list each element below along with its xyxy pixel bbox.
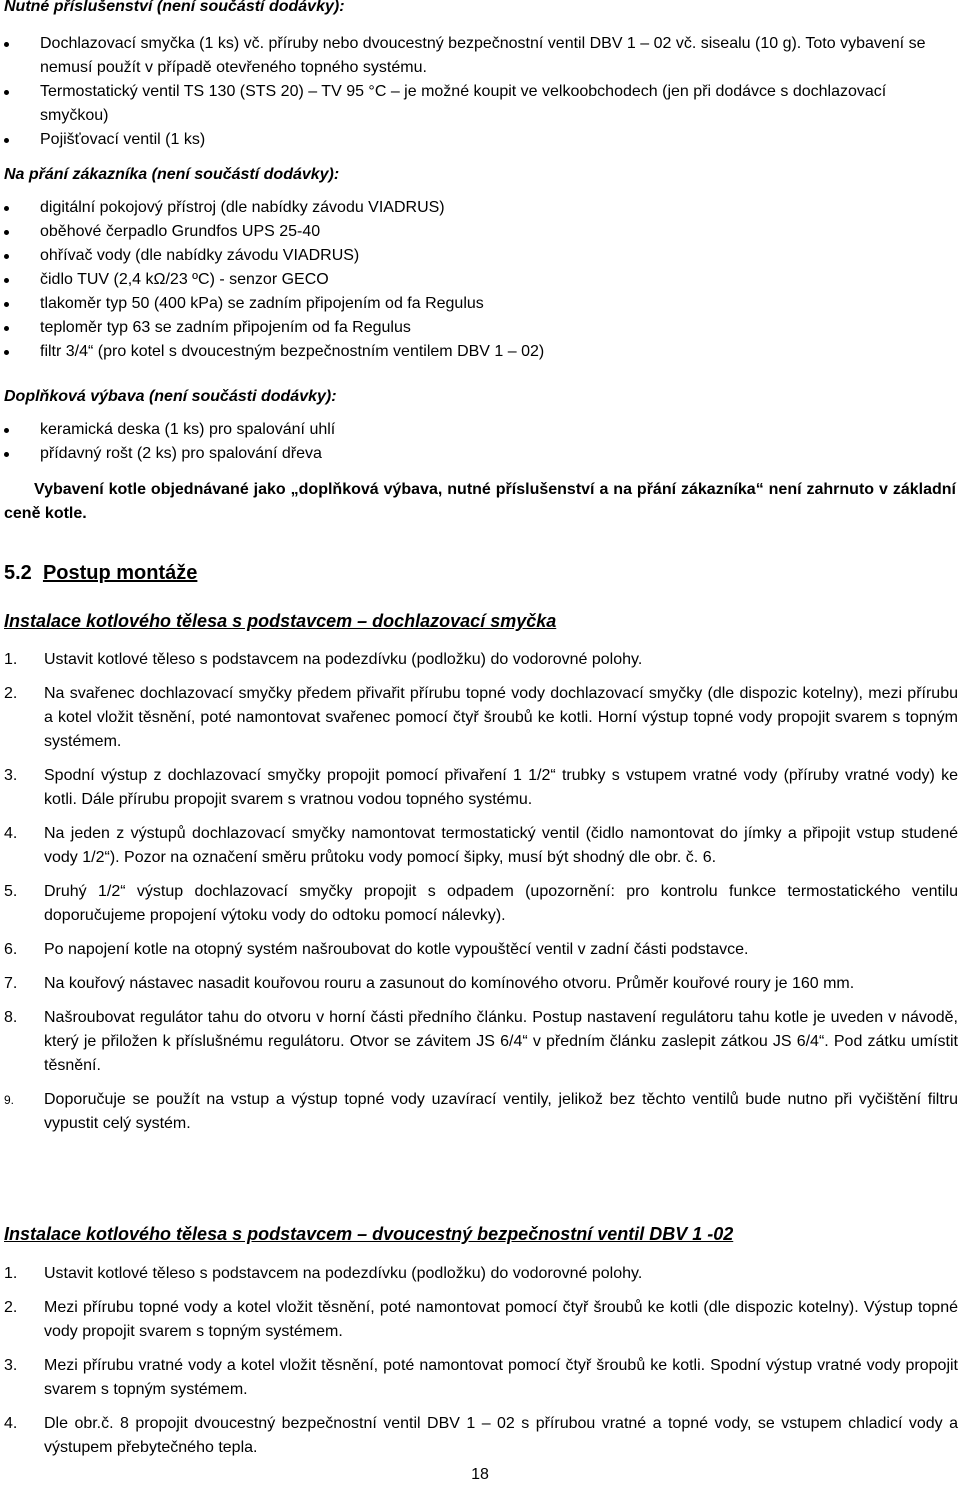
install-dbv-steps — [0, 1262, 960, 1460]
accessories-heading: Nutné příslušenství (není součástí dodávky): — [4, 0, 345, 15]
list-item: oběhové čerpadlo Grundfos UPS 25-40 — [0, 220, 960, 244]
chapter-number: 5.2 — [4, 562, 32, 584]
bullet-icon — [4, 326, 9, 331]
list-item: Pojišťovací ventil (1 ks) — [0, 128, 960, 152]
list-item: keramická deska (1 ks) pro spalování uhlí — [0, 418, 960, 442]
list-item: 2. Mezi přírubu topné vody a kotel vložit těsnění, poté namontovat pomocí čtyř šroubů ke kotli (dle dispozic kotelny). Výstup topné vody propojit svarem s topným systémem. — [4, 1299, 958, 1340]
page-number: 18 — [471, 1466, 489, 1483]
optional-equipment-list — [0, 418, 960, 466]
list-item: digitální pokojový přístroj (dle nabídky závodu VIADRUS) — [0, 196, 960, 220]
bullet-icon — [4, 42, 9, 47]
list-item: čidlo TUV (2,4 kΩ/23 ºC) - senzor GECO — [0, 268, 960, 292]
install-dbv-heading: Instalace kotlového tělesa s podstavcem – dvoucestný bezpečnostní ventil DBV 1 -02 — [4, 1224, 734, 1244]
bullet-icon — [4, 278, 9, 283]
list-item: teploměr typ 63 se zadním připojením od fa Regulus — [0, 316, 960, 340]
customer-heading: Na přání zákazníka (není součástí dodávky): — [4, 166, 340, 183]
list-item: 9. Doporučuje se použít na vstup a výstup topné vody uzavírací ventily, jelikož bez těchto ventilů bude nutno při vyčištění filtru vypustit celý systém. — [4, 1091, 958, 1132]
list-item: 8. Našroubovat regulátor tahu do otvoru v horní části předního článku. Postup nastavení regulátoru tahu kotle je uveden v návodě, který je přiložen k příslušnému regulátoru. Otvor se závitem JS 6/4“ v předním článku zaslepit zátkou JS 6/4“. Pod zátku umístit těsnění. — [4, 1009, 958, 1074]
bullet-icon — [4, 138, 9, 143]
accessories-list — [0, 32, 960, 152]
list-item: ohřívač vody (dle nabídky závodu VIADRUS) — [0, 244, 960, 268]
install-loop-heading: Instalace kotlového tělesa s podstavcem – dochlazovací smyčka — [4, 611, 557, 631]
bullet-icon — [4, 350, 9, 355]
chapter-title-text: Postup montáže — [42, 562, 198, 584]
list-item: tlakoměr typ 50 (400 kPa) se zadním připojením od fa Regulus — [0, 292, 960, 316]
equipment-notice: Vybavení kotle objednávané jako „doplňková výbava, nutné příslušenství a na přání zákazníka“ není zahrnuto v základní ceně kotle. — [4, 481, 956, 522]
bullet-icon — [4, 302, 9, 307]
bullet-icon — [4, 230, 9, 235]
chapter-title — [4, 562, 197, 585]
install-loop-steps — [0, 648, 960, 1136]
list-item: přídavný rošt (2 ks) pro spalování dřeva — [0, 442, 960, 466]
list-item: 2. Na svařenec dochlazovací smyčky předem přivařit přírubu topné vody dochlazovací smyčky (dle dispozic kotelny), mezi přírubu a kotel vložit těsnění, poté namontovat svařenec pomocí čtyř šroubů ke kotli. Horní výstup topné vody propojit svarem s topným systémem. — [4, 685, 958, 750]
list-item: 5. Druhý 1/2“ výstup dochlazovací smyčky propojit s odpadem (upozornění: pro kontrolu funkce termostatického ventilu doporučujeme propojení výtoku vody do odtoku pomocí nálevky). — [4, 883, 958, 924]
list-item: filtr 3/4“ (pro kotel s dvoucestným bezpečnostním ventilem DBV 1 – 02) — [0, 340, 960, 364]
bullet-icon — [4, 452, 9, 457]
bullet-icon — [4, 254, 9, 259]
bullet-icon — [4, 428, 9, 433]
bullet-icon — [4, 90, 9, 95]
list-item: 4. Na jeden z výstupů dochlazovací smyčky namontovat termostatický ventil (čidlo namontovat do jímky a připojit vstup studené vody 1/2“). Pozor na označení směru průtoku vody pomocí šipky, musí být shodný dle obr. č. 6. — [4, 825, 958, 866]
list-item: Dochlazovací smyčka (1 ks) vč. příruby nebo dvoucestný bezpečnostní ventil DBV 1 – 02 vč. sisealu (10 g). Toto vybavení se nemusí použít v případě otevřeného topného systému. — [0, 32, 960, 80]
list-item: 4. Dle obr.č. 8 propojit dvoucestný bezpečnostní ventil DBV 1 – 02 s přírubou vratné a topné vody, se vstupem chladicí vody a výstupem přebytečného tepla. — [4, 1415, 958, 1456]
list-item: 7. Na kouřový nástavec nasadit kouřovou rouru a zasunout do komínového otvoru. Průměr kouřové roury je 160 mm. — [4, 975, 855, 992]
optional-heading: Doplňková výbava (není součásti dodávky): — [4, 388, 337, 405]
list-item: 3. Mezi přírubu vratné vody a kotel vložit těsnění, poté namontovat pomocí čtyř šroubů ke kotli. Spodní výstup vratné vody propojit svarem s topným systémem. — [4, 1357, 958, 1398]
list-item: 1. Ustavit kotlové těleso s podstavcem na podezdívku (podložku) do vodorovné polohy. — [4, 1265, 643, 1282]
bullet-icon — [4, 206, 9, 211]
customer-options-list — [0, 196, 960, 364]
list-item: 6. Po napojení kotle na otopný systém našroubovat do kotle vypouštěcí ventil v zadní části podstavce. — [4, 941, 749, 958]
list-item: 3. Spodní výstup z dochlazovací smyčky propojit pomocí přivaření 1 1/2“ trubky s vstupem vratné vody (příruby vratné vody) ke kotli. Dále přírubu propojit svarem s vratnou vodou topného systému. — [4, 767, 958, 808]
list-item: 1. Ustavit kotlové těleso s podstavcem na podezdívku (podložku) do vodorovné polohy. — [4, 651, 643, 668]
list-item: Termostatický ventil TS 130 (STS 20) – TV 95 °C – je možné koupit ve velkoobchodech (jen při dodávce s dochlazovací smyčkou) — [0, 80, 960, 128]
